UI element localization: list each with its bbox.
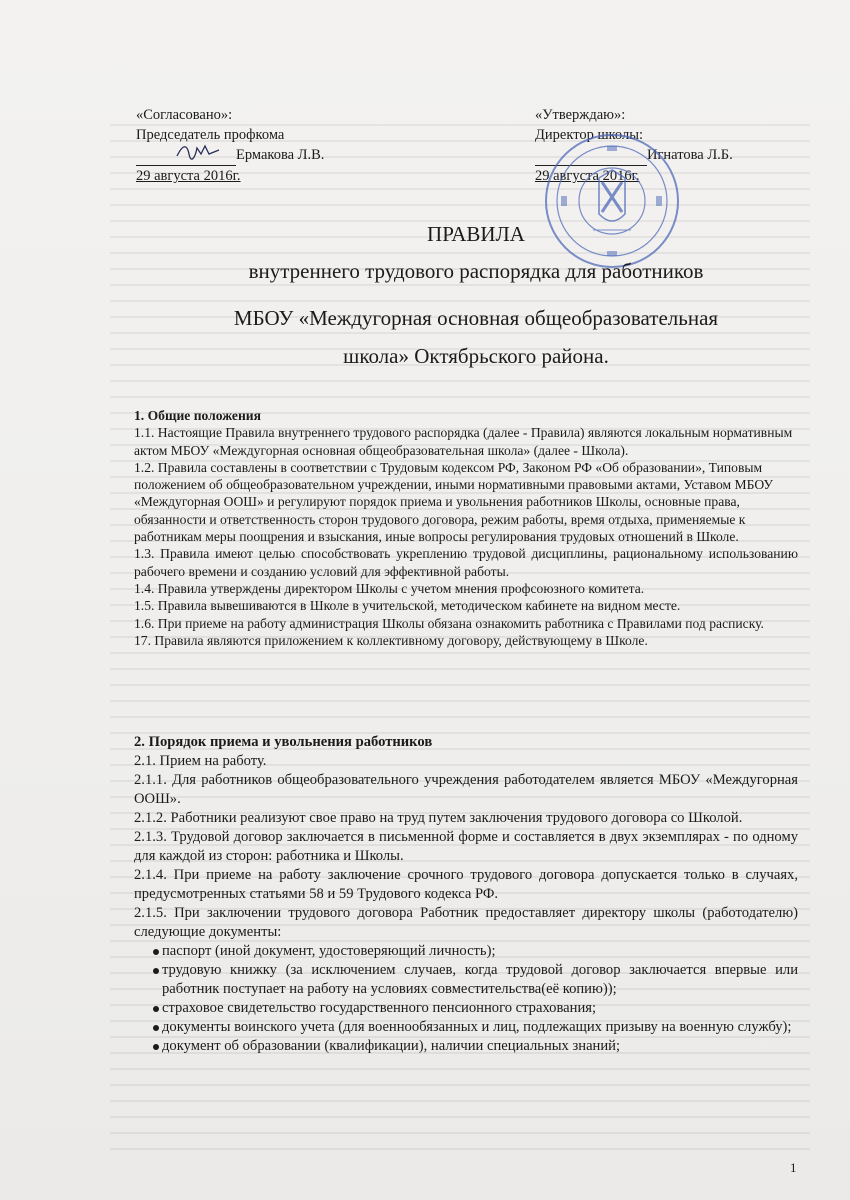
paragraph: 1.1. Настоящие Правила внутреннего трудового распорядка (далее - Правила) являются локальным нормативным актом МБОУ «Междугорная основная общеобразовательная школа» (далее - Школа). <box>134 425 793 458</box>
school-seal-icon <box>541 130 683 272</box>
section-general-provisions <box>134 407 798 649</box>
signature-scribble-icon <box>175 140 221 162</box>
paragraph: 2.1.3. Трудовой договор заключается в письменной форме и составляется в двух экземплярах - по одному для каждой из сторон: работника и Школы. <box>134 829 798 864</box>
list-item: документы воинского учета (для военнообязанных и лиц, подлежащих призыву на военную службу); <box>134 1018 798 1037</box>
approval-signature-line <box>136 145 324 166</box>
list-item: трудовую книжку (за исключением случаев, когда трудовой договор заключается впервые или работник поступает на работу на условиях совместительства(её копию)); <box>134 961 798 999</box>
paragraph: 2.1. Прием на работу. <box>134 753 267 769</box>
approval-position: Директор школы: <box>535 127 643 143</box>
approval-position: Председатель профкома <box>136 127 285 143</box>
paragraph: 1.5. Правила вывешиваются в Школе в учительской, методическом кабинете на видном месте. <box>134 598 681 614</box>
approval-block-agreed <box>136 105 324 186</box>
paragraph: 1.4. Правила утверждены директором Школы с учетом мнения профсоюзного комитета. <box>134 580 645 596</box>
list-item: страховое свидетельство государственного пенсионного страхования; <box>134 999 798 1018</box>
paragraph: 2.1.2. Работники реализуют свое право на труд путем заключения трудового договора со Школой. <box>134 810 743 826</box>
section-heading: 1. Общие положения <box>134 408 261 423</box>
document-title: ПРАВИЛА <box>427 222 525 246</box>
approval-date: 29 августа 2016г. <box>136 168 241 184</box>
approval-date: 29 августа 2016г. <box>535 168 640 184</box>
paragraph: 2.1.5. При заключении трудового договора Работник предоставляет директору школы (работодателю) следующие документы: <box>134 905 798 940</box>
list-item: паспорт (иной документ, удостоверяющий личность); <box>134 942 798 961</box>
document-subtitle-line: внутреннего трудового распорядка для работников <box>248 259 704 283</box>
paragraph: 17. Правила являются приложением к коллективному договору, действующему в Школе. <box>134 632 648 648</box>
paragraph: 2.1.1. Для работников общеобразовательного учреждения работодателем является МБОУ «Междугорная ООШ». <box>134 772 798 807</box>
section-heading: 2. Порядок приема и увольнения работников <box>134 734 433 750</box>
approval-name: Ермакова Л.В. <box>236 147 325 163</box>
approval-label: «Согласовано»: <box>136 107 233 123</box>
document-subtitle-line: школа» Октябрьского района. <box>343 344 609 368</box>
paragraph: 1.2. Правила составлены в соответствии с Трудовым кодексом РФ, Законом РФ «Об образовании», Типовым положением об общеобразовательном учреждении, иными нормативными правовыми актами, Уставом МБОУ «Междугорная ООШ» и регулируют порядок приема и увольнения работников Школы, основные права, обязанности и ответственность сторон трудового договора, режим работы, время отдыха, применяемые к работникам меры поощрения и взыскания, иные вопросы регулирования трудовых отношений в Школе. <box>134 459 774 545</box>
document-subtitle-line: МБОУ «Междугорная основная общеобразовательная <box>233 306 719 330</box>
paragraph: 2.1.4. При приеме на работу заключение срочного трудового договора допускается только в случаях, предусмотренных статьями 58 и 59 Трудового кодекса РФ. <box>134 867 798 902</box>
list-item: документ об образовании (квалификации), наличии специальных знаний; <box>134 1037 798 1056</box>
page-number: 1 <box>790 1160 797 1175</box>
approval-label: «Утверждаю»: <box>535 107 626 123</box>
paragraph: 1.6. При приеме на работу администрация Школы обязана ознакомить работника с Правилами под расписку. <box>134 615 764 631</box>
approval-name: Игнатова Л.Б. <box>647 147 733 163</box>
section-hiring-dismissal <box>134 733 798 1056</box>
paragraph: 1.3. Правила имеют целью способствовать укреплению трудовой дисциплины, рациональному использованию рабочего времени и созданию условий для эффективной работы. <box>134 546 798 579</box>
